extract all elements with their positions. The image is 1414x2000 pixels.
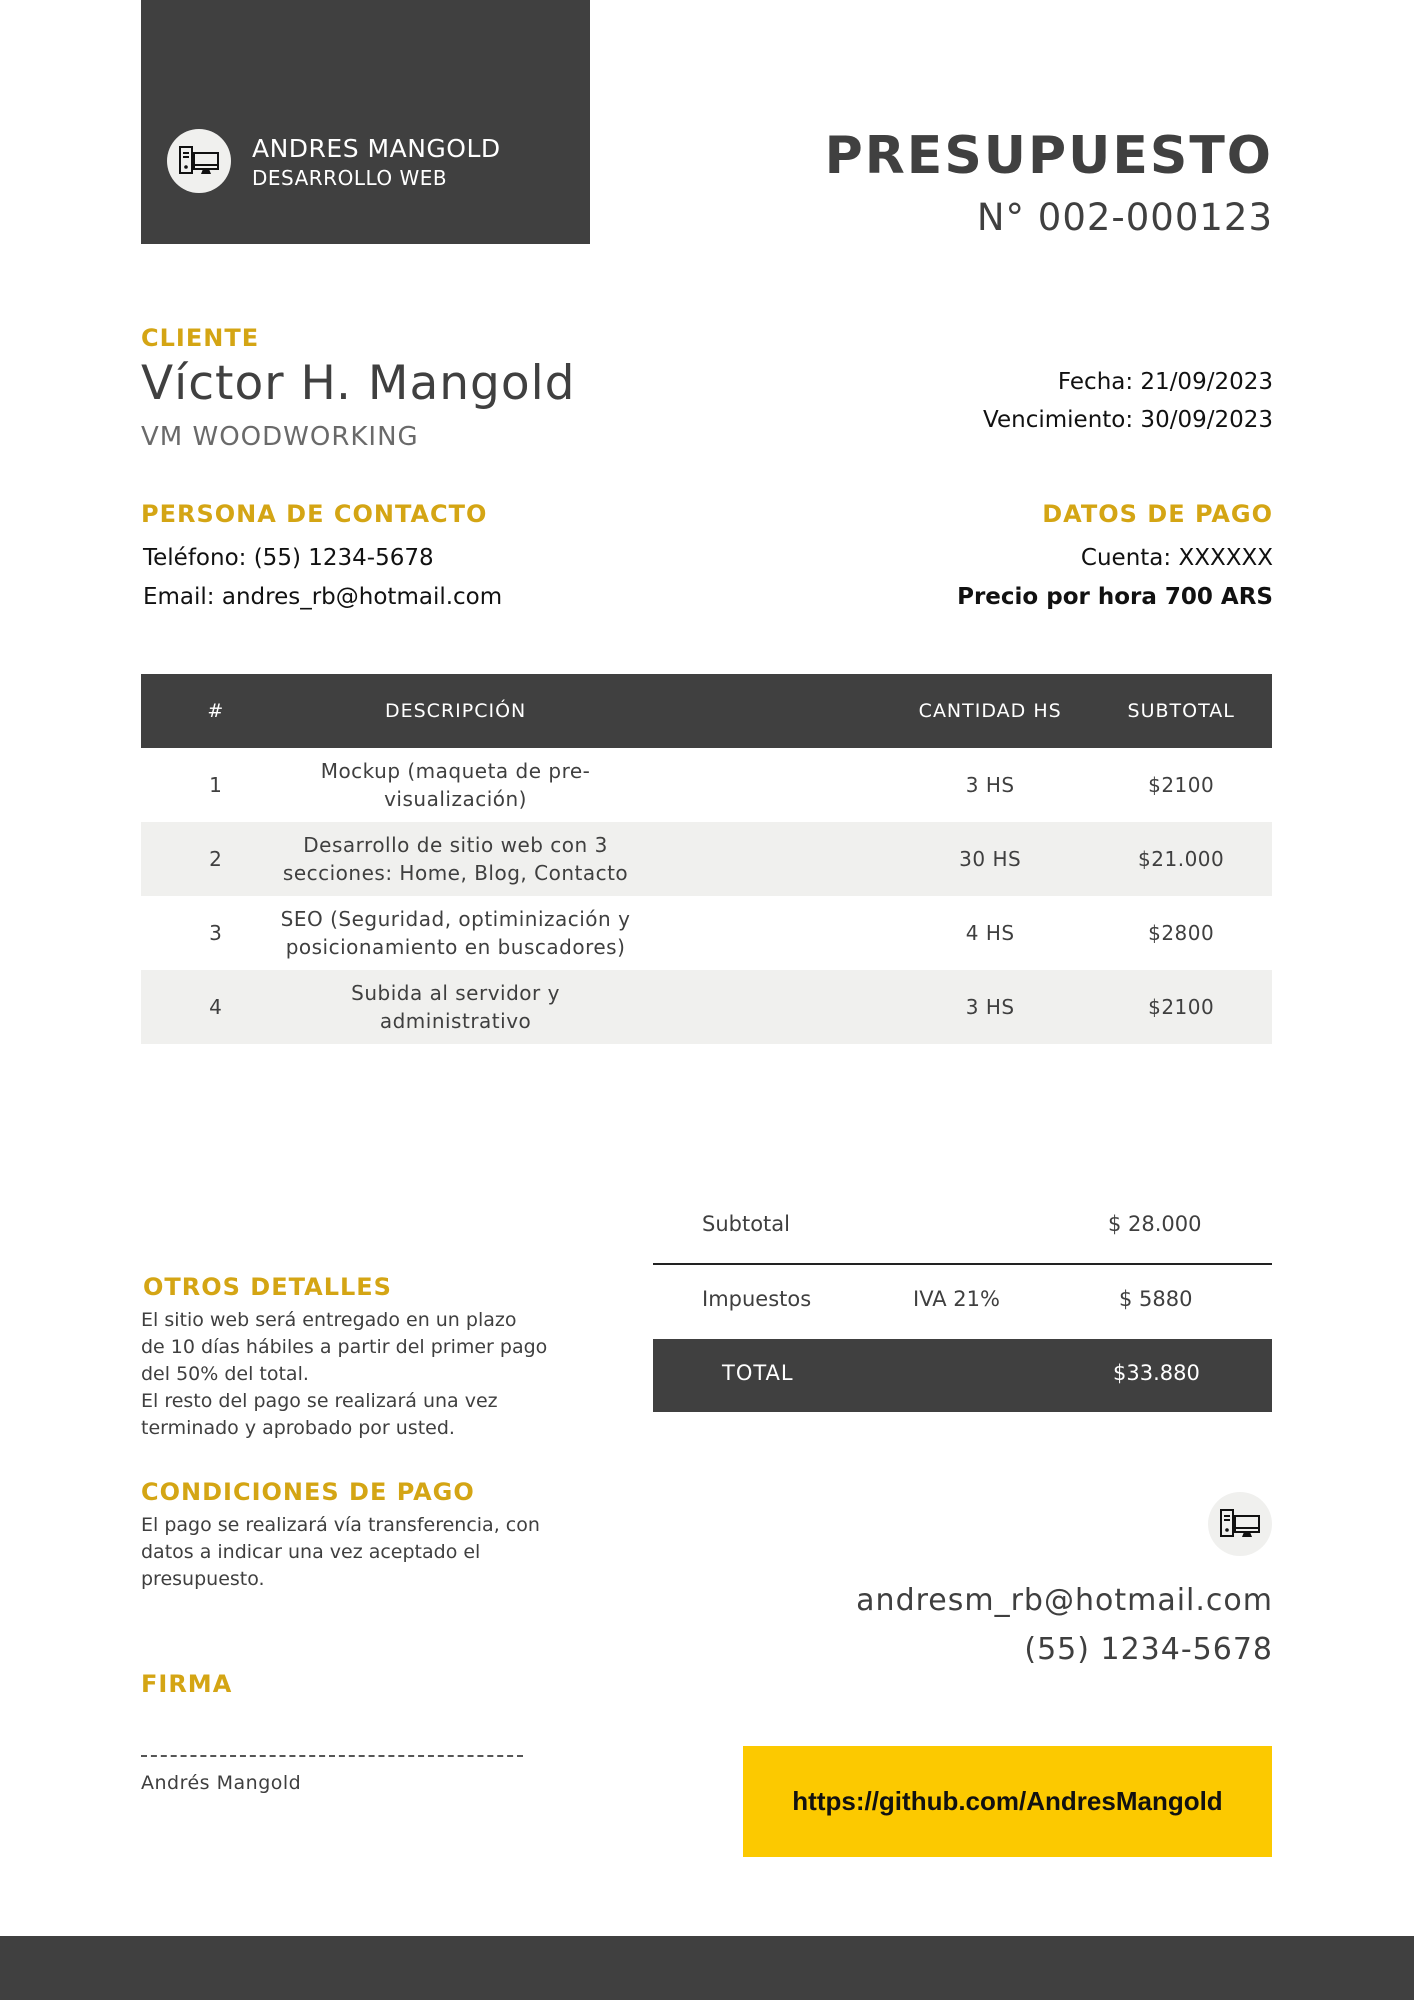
github-banner	[743, 1746, 1272, 1857]
footer-email[interactable]: andresm_rb@hotmail.com	[856, 1583, 1273, 1618]
total-value: $33.880	[1113, 1361, 1200, 1385]
table-row	[141, 896, 1272, 970]
row-subtotal: $2100	[1090, 970, 1272, 1044]
row-description	[280, 896, 890, 970]
row-number: 1	[209, 773, 223, 797]
table-header-row	[141, 674, 1272, 748]
text-line: El sitio web será entregado en un plazo	[141, 1309, 517, 1331]
payment-label: DATOS DE PAGO	[1042, 500, 1273, 528]
payment-account: Cuenta: XXXXXX	[1080, 545, 1273, 571]
row-subtotal: $2100	[1148, 773, 1215, 797]
items-table	[141, 674, 1272, 1044]
client-name: Víctor H. Mangold	[141, 356, 576, 411]
row-description	[282, 822, 890, 896]
text-line: de 10 días hábiles a partir del primer pago	[141, 1336, 548, 1358]
row-description-line: Desarrollo de sitio web con 3	[303, 833, 608, 857]
brand-name: ANDRES MANGOLD	[252, 134, 501, 163]
tax-value: $ 5880	[1119, 1287, 1193, 1311]
row-quantity: 3 HS	[890, 970, 1090, 1044]
row-description-line: visualización)	[384, 787, 527, 811]
signature-line	[141, 1755, 523, 1757]
contact-label: PERSONA DE CONTACTO	[141, 500, 488, 528]
other-details-text	[141, 1307, 547, 1442]
header-subtotal: SUBTOTAL	[1090, 674, 1272, 748]
text-line: datos a indicar una vez aceptado el	[141, 1541, 481, 1563]
footer-bar	[0, 1936, 1414, 2000]
summary-divider	[653, 1263, 1272, 1265]
header-description: DESCRIPCIÓN	[291, 674, 621, 748]
table-row	[141, 748, 1272, 822]
payment-conditions-text	[141, 1512, 540, 1593]
issue-date: Fecha: 21/09/2023	[1057, 369, 1273, 395]
brand-subtitle: DESARROLLO WEB	[252, 166, 448, 190]
row-description-line: Mockup (maqueta de pre-	[320, 759, 591, 783]
client-company: VM WOODWORKING	[141, 422, 419, 452]
row-description	[291, 748, 890, 822]
payment-conditions-label: CONDICIONES DE PAGO	[141, 1478, 475, 1506]
signer-name: Andrés Mangold	[141, 1772, 302, 1794]
text-line: terminado y aprobado por usted.	[141, 1417, 455, 1439]
footer-phone[interactable]: (55) 1234-5678	[1024, 1632, 1273, 1667]
text-line: presupuesto.	[141, 1568, 265, 1590]
contact-email: Email: andres_rb@hotmail.com	[143, 584, 503, 610]
row-quantity: 30 HS	[890, 822, 1090, 896]
table-row	[141, 970, 1272, 1044]
brand-block	[141, 0, 590, 244]
document-number: N° 002-000123	[976, 196, 1273, 239]
text-line: El pago se realizará vía transferencia, con	[141, 1514, 540, 1536]
subtotal-value: $ 28.000	[1108, 1212, 1202, 1236]
row-description-line: posicionamiento en buscadores)	[285, 935, 626, 959]
header-spacer	[621, 674, 890, 748]
total-label: TOTAL	[722, 1361, 794, 1385]
payment-rate: Precio por hora 700 ARS	[957, 584, 1273, 610]
table-row	[141, 822, 1272, 896]
github-link[interactable]: https://github.com/AndresMangold	[792, 1786, 1223, 1816]
other-details-label: OTROS DETALLES	[143, 1273, 392, 1301]
row-number: 2	[141, 822, 291, 896]
row-description-line: SEO (Seguridad, optiminización y	[280, 907, 631, 931]
header-number: #	[141, 674, 291, 748]
computer-icon	[1208, 1492, 1272, 1556]
document-title: PRESUPUESTO	[824, 126, 1273, 186]
row-description-line: secciones: Home, Blog, Contacto	[282, 861, 629, 885]
row-number: 3	[209, 921, 223, 945]
text-line: El resto del pago se realizará una vez	[141, 1390, 498, 1412]
signature-label: FIRMA	[141, 1670, 233, 1698]
row-description-line: administrativo	[379, 1009, 532, 1033]
computer-icon	[167, 129, 231, 193]
client-label: CLIENTE	[141, 324, 260, 352]
row-subtotal: $21.000	[1090, 822, 1272, 896]
row-number: 4	[141, 970, 291, 1044]
subtotal-label: Subtotal	[702, 1212, 790, 1236]
row-subtotal: $2800	[1148, 921, 1215, 945]
text-line: del 50% del total.	[141, 1363, 309, 1385]
due-date: Vencimiento: 30/09/2023	[983, 407, 1273, 433]
contact-phone: Teléfono: (55) 1234-5678	[143, 545, 434, 571]
row-description-line: Subida al servidor y	[351, 981, 560, 1005]
row-quantity: 4 HS	[965, 921, 1015, 945]
row-quantity: 3 HS	[965, 773, 1015, 797]
row-description	[291, 970, 890, 1044]
tax-rate: IVA 21%	[913, 1287, 1000, 1311]
header-quantity: CANTIDAD HS	[890, 674, 1090, 748]
tax-label: Impuestos	[702, 1287, 812, 1311]
